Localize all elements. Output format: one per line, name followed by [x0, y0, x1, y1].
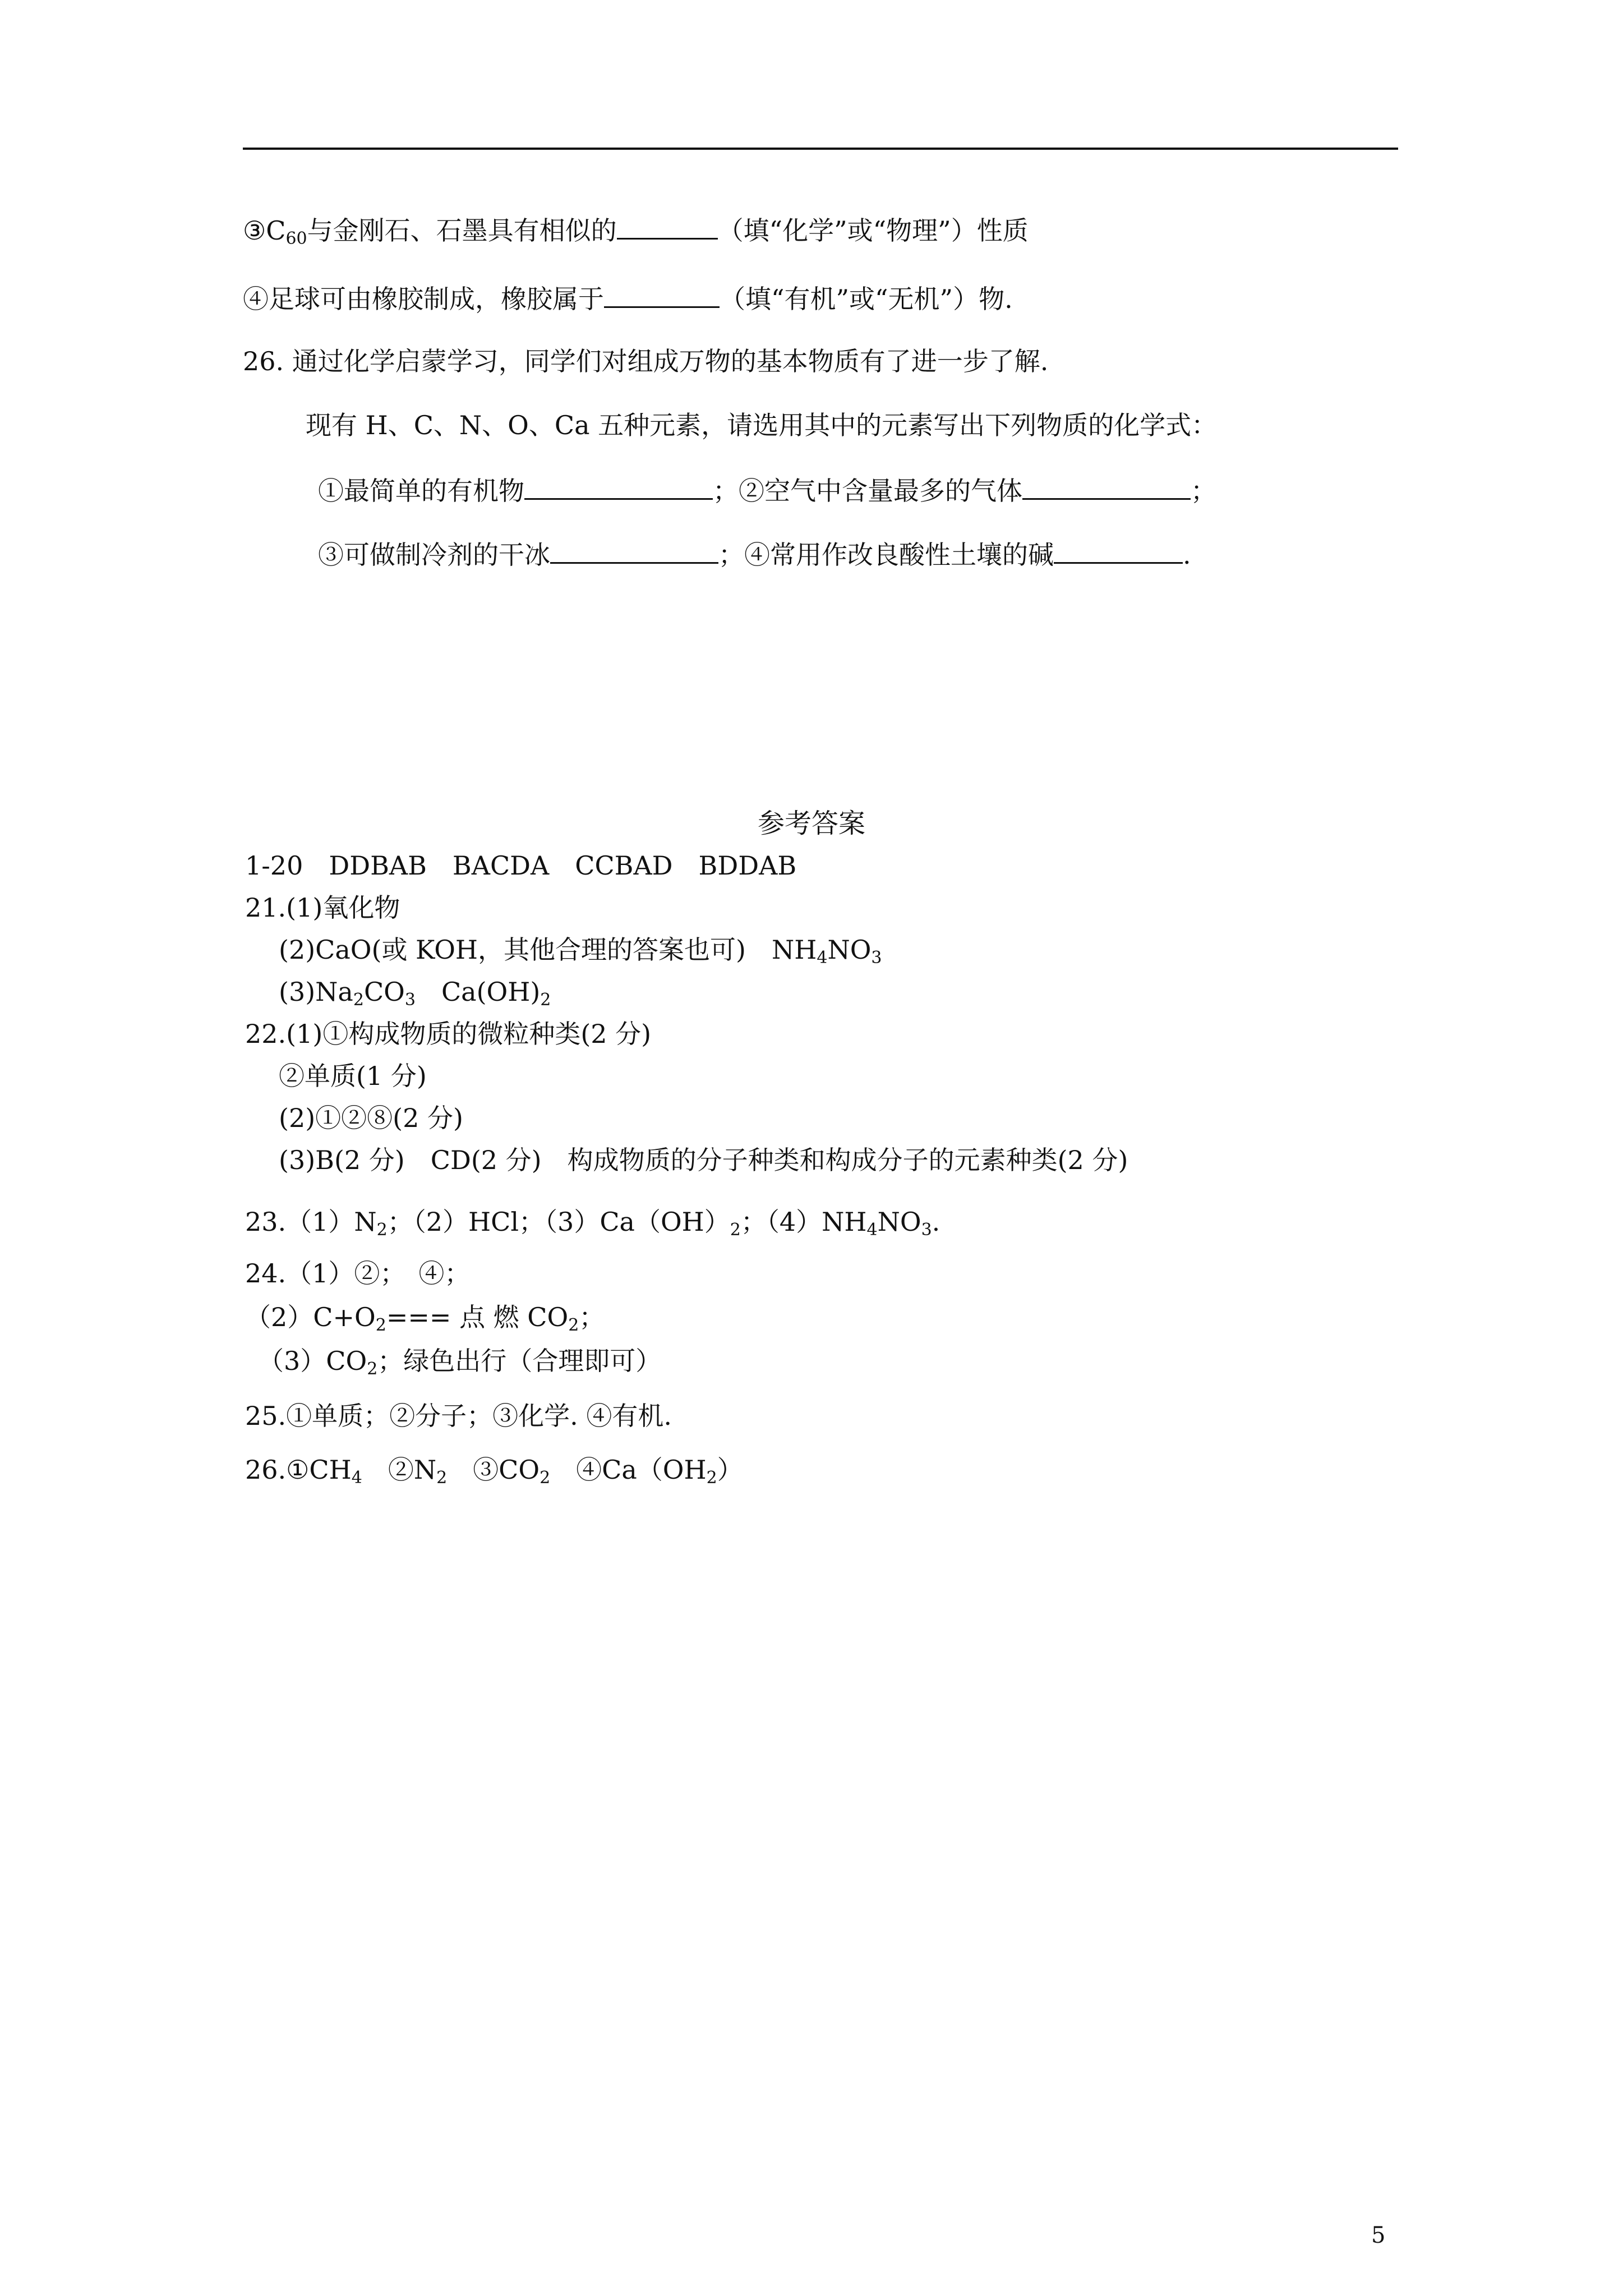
- answer-blank[interactable]: [550, 536, 718, 564]
- answer-blank[interactable]: [1054, 536, 1183, 564]
- answer-1-20: 1-20 DDBAB BACDA CCBAD BDDAB: [245, 850, 797, 881]
- answer-26: $26.①CH_4$ $②N_2$ $③CO_2$ $④Ca(OH_2)$: [245, 1455, 743, 1488]
- question-26-row-1: [318, 472, 1216, 508]
- answer-23: $23.(1)N_2$；（2）HCl；$(3)Ca(OH)_2$；$(4)NH_4NO_3$.: [245, 1207, 940, 1240]
- answer-22-1: 22.(1)①构成物质的微粒种类(2 分): [245, 1019, 652, 1049]
- q26-row-end: ；: [1191, 476, 1216, 506]
- answer-24-3: $(3)CO_2$；绿色出行（合理即可）: [258, 1346, 662, 1379]
- answer-25: 25.①单质；②分子；③化学. ④有机.: [245, 1401, 672, 1431]
- header-rule: [243, 148, 1398, 150]
- q26-item-1: ①最简单的有机物: [318, 476, 524, 506]
- answer-22-3: (2)①②⑧(2 分): [279, 1103, 463, 1133]
- q26-item-4: ；④常用作改良酸性土壤的碱: [718, 540, 1054, 570]
- question-26-stem: 26. 通过化学启蒙学习，同学们对组成万物的基本物质有了进一步了解.: [243, 346, 1049, 376]
- q25-4-text: ④足球可由橡胶制成，橡胶属于: [243, 284, 604, 314]
- page-number: 5: [1371, 2223, 1386, 2248]
- answer-blank[interactable]: [524, 472, 713, 500]
- q26-item-3: ③可做制冷剂的干冰: [318, 540, 550, 570]
- answers-heading: 参考答案: [757, 808, 865, 839]
- answer-24-2: $(2)C+O_2===$ 点 燃 $CO_2$；: [245, 1302, 605, 1335]
- answer-21-3: $(3)Na_2CO_3$ $Ca(OH)_2$: [279, 977, 551, 1010]
- q25-3-prefix: ③C: [243, 215, 286, 246]
- question-25-4: [243, 280, 1013, 316]
- q26-item-2: ；②空气中含量最多的气体: [713, 476, 1022, 506]
- answer-21-2: (2)CaO(或 KOH，其他合理的答案也可) $NH_4NO_3$: [279, 935, 882, 968]
- answer-blank[interactable]: [617, 212, 718, 240]
- q25-4-suffix: （填“有机”或“无机”）物.: [720, 284, 1013, 314]
- question-26-intro: 现有 H、C、N、O、Ca 五种元素，请选用其中的元素写出下列物质的化学式：: [306, 410, 1218, 440]
- answer-22-2: ②单质(1 分): [279, 1061, 427, 1091]
- answer-21-1: 21.(1)氧化物: [245, 892, 400, 923]
- answer-blank[interactable]: [604, 280, 720, 308]
- answer-24-1: 24.（1）②； ④；: [245, 1258, 471, 1289]
- answer-22-4: (3)B(2 分) CD(2 分) 构成物质的分子种类和构成分子的元素种类(2 分): [279, 1145, 1128, 1175]
- question-25-3: [243, 212, 1029, 256]
- q26-row-end: .: [1183, 540, 1191, 570]
- q25-3-suffix: （填“化学”或“物理”）性质: [717, 215, 1029, 246]
- question-26-row-2: [318, 536, 1191, 572]
- answer-blank[interactable]: [1022, 472, 1191, 500]
- q25-3-text: 与金刚石、石墨具有相似的: [307, 215, 617, 246]
- subscript: 60: [285, 229, 307, 249]
